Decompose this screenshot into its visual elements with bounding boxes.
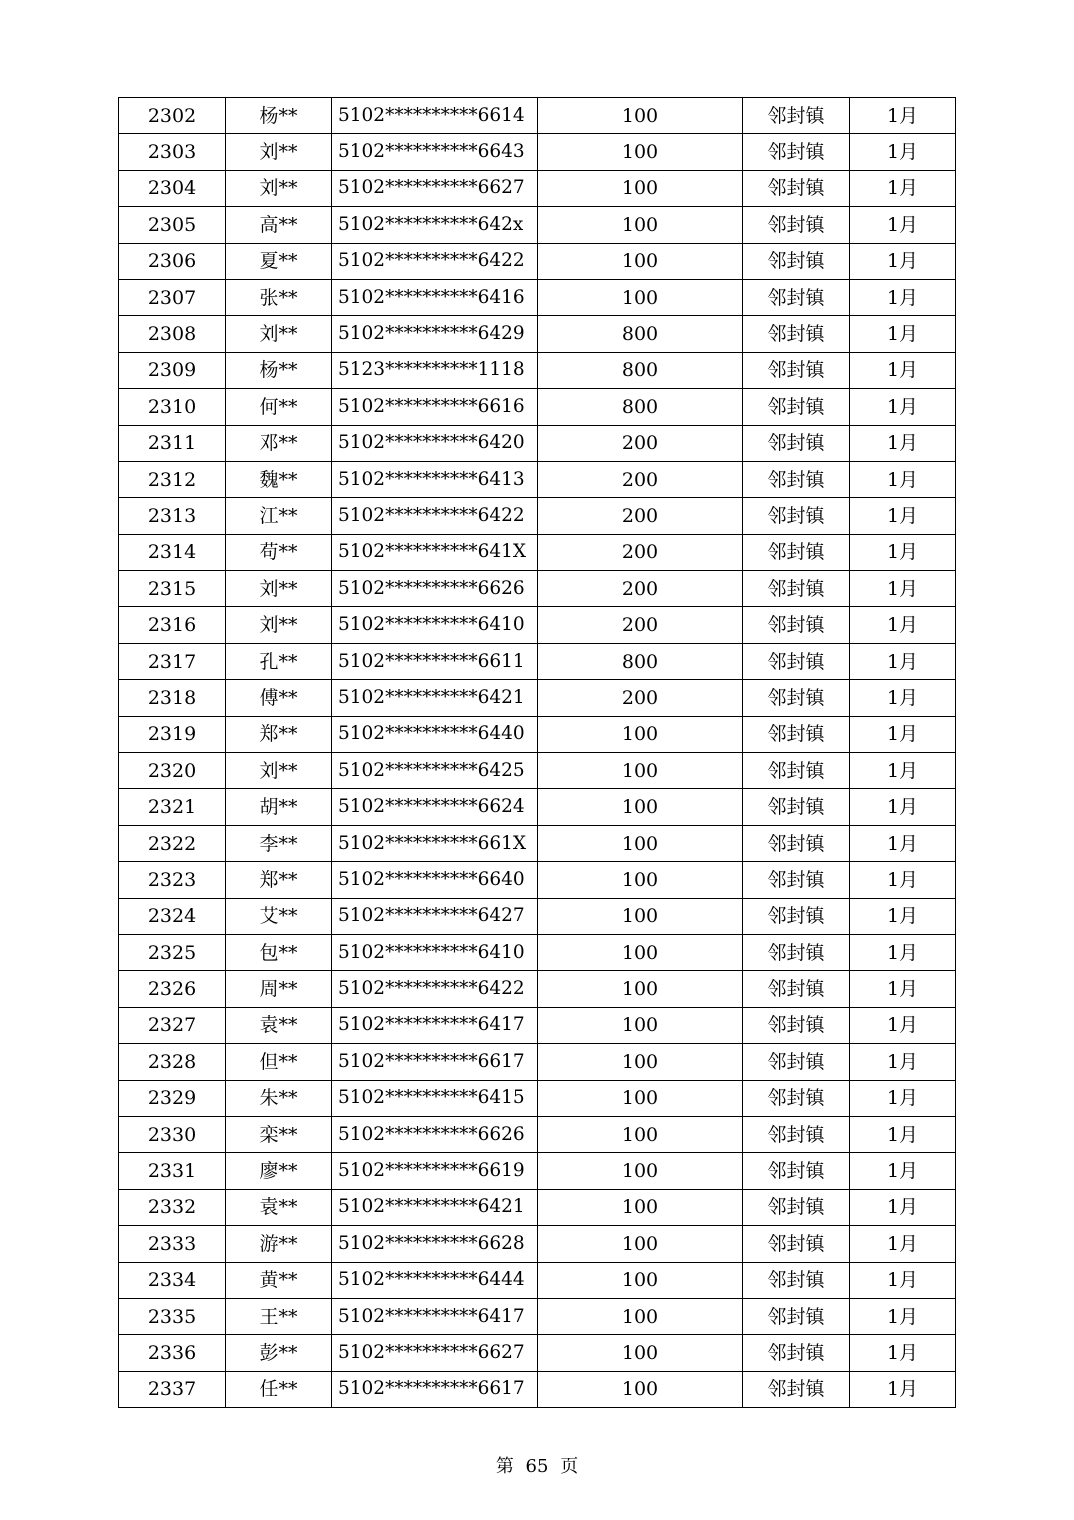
name-cell: 王** <box>226 1298 332 1334</box>
amount-cell: 100 <box>538 1371 743 1407</box>
name-cell: 郑** <box>226 862 332 898</box>
amount-cell: 200 <box>538 607 743 643</box>
name-cell: 苟** <box>226 534 332 570</box>
serial-number-cell: 2303 <box>119 134 226 170</box>
table-row <box>119 207 956 243</box>
id-number-cell: 5102**********641X <box>332 534 538 570</box>
id-number-cell: 5102**********6427 <box>332 898 538 934</box>
name-cell: 栾** <box>226 1116 332 1152</box>
town-cell: 邻封镇 <box>743 1080 850 1116</box>
amount-cell: 100 <box>538 1080 743 1116</box>
town-cell: 邻封镇 <box>743 1189 850 1225</box>
id-number-cell: 5102**********6416 <box>332 279 538 315</box>
serial-number-cell: 2313 <box>119 498 226 534</box>
amount-cell: 200 <box>538 461 743 497</box>
id-number-cell: 5102**********6627 <box>332 170 538 206</box>
name-cell: 刘** <box>226 134 332 170</box>
id-number-cell: 5102**********642x <box>332 207 538 243</box>
month-cell: 1月 <box>850 1116 956 1152</box>
month-cell: 1月 <box>850 170 956 206</box>
table-row <box>119 461 956 497</box>
name-cell: 高** <box>226 207 332 243</box>
amount-cell: 200 <box>538 680 743 716</box>
serial-number-cell: 2316 <box>119 607 226 643</box>
serial-number-cell: 2311 <box>119 425 226 461</box>
town-cell: 邻封镇 <box>743 1153 850 1189</box>
serial-number-cell: 2315 <box>119 571 226 607</box>
name-cell: 魏** <box>226 461 332 497</box>
town-cell: 邻封镇 <box>743 643 850 679</box>
name-cell: 包** <box>226 934 332 970</box>
name-cell: 李** <box>226 825 332 861</box>
id-number-cell: 5102**********6422 <box>332 498 538 534</box>
town-cell: 邻封镇 <box>743 461 850 497</box>
table-row <box>119 680 956 716</box>
id-number-cell: 5102**********6617 <box>332 1044 538 1080</box>
serial-number-cell: 2305 <box>119 207 226 243</box>
town-cell: 邻封镇 <box>743 1262 850 1298</box>
name-cell: 刘** <box>226 753 332 789</box>
month-cell: 1月 <box>850 279 956 315</box>
amount-cell: 100 <box>538 753 743 789</box>
month-cell: 1月 <box>850 1262 956 1298</box>
town-cell: 邻封镇 <box>743 352 850 388</box>
serial-number-cell: 2307 <box>119 279 226 315</box>
month-cell: 1月 <box>850 352 956 388</box>
name-cell: 袁** <box>226 1007 332 1043</box>
amount-cell: 200 <box>538 425 743 461</box>
table-row <box>119 607 956 643</box>
serial-number-cell: 2331 <box>119 1153 226 1189</box>
name-cell: 周** <box>226 971 332 1007</box>
serial-number-cell: 2320 <box>119 753 226 789</box>
town-cell: 邻封镇 <box>743 1371 850 1407</box>
id-number-cell: 5102**********6425 <box>332 753 538 789</box>
month-cell: 1月 <box>850 425 956 461</box>
month-cell: 1月 <box>850 898 956 934</box>
amount-cell: 100 <box>538 1335 743 1371</box>
month-cell: 1月 <box>850 571 956 607</box>
amount-cell: 800 <box>538 643 743 679</box>
serial-number-cell: 2308 <box>119 316 226 352</box>
amount-cell: 100 <box>538 207 743 243</box>
month-cell: 1月 <box>850 1080 956 1116</box>
id-number-cell: 5102**********6444 <box>332 1262 538 1298</box>
amount-cell: 800 <box>538 316 743 352</box>
amount-cell: 100 <box>538 862 743 898</box>
serial-number-cell: 2327 <box>119 1007 226 1043</box>
town-cell: 邻封镇 <box>743 1116 850 1152</box>
amount-cell: 100 <box>538 971 743 1007</box>
town-cell: 邻封镇 <box>743 243 850 279</box>
table-row <box>119 1335 956 1371</box>
id-number-cell: 5102**********661X <box>332 825 538 861</box>
name-cell: 江** <box>226 498 332 534</box>
table-row <box>119 498 956 534</box>
town-cell: 邻封镇 <box>743 498 850 534</box>
table-row <box>119 1189 956 1225</box>
id-number-cell: 5102**********6643 <box>332 134 538 170</box>
table-row <box>119 316 956 352</box>
name-cell: 艾** <box>226 898 332 934</box>
id-number-cell: 5102**********6421 <box>332 680 538 716</box>
id-number-cell: 5102**********6611 <box>332 643 538 679</box>
serial-number-cell: 2314 <box>119 534 226 570</box>
serial-number-cell: 2304 <box>119 170 226 206</box>
town-cell: 邻封镇 <box>743 1007 850 1043</box>
id-number-cell: 5102**********6410 <box>332 607 538 643</box>
serial-number-cell: 2328 <box>119 1044 226 1080</box>
name-cell: 胡** <box>226 789 332 825</box>
town-cell: 邻封镇 <box>743 571 850 607</box>
id-number-cell: 5102**********6417 <box>332 1007 538 1043</box>
id-number-cell: 5102**********6614 <box>332 98 538 134</box>
serial-number-cell: 2322 <box>119 825 226 861</box>
table-row <box>119 389 956 425</box>
amount-cell: 100 <box>538 825 743 861</box>
table-row <box>119 1116 956 1152</box>
month-cell: 1月 <box>850 389 956 425</box>
name-cell: 游** <box>226 1226 332 1262</box>
month-cell: 1月 <box>850 1044 956 1080</box>
month-cell: 1月 <box>850 498 956 534</box>
amount-cell: 100 <box>538 1298 743 1334</box>
serial-number-cell: 2337 <box>119 1371 226 1407</box>
amount-cell: 200 <box>538 534 743 570</box>
amount-cell: 100 <box>538 243 743 279</box>
table-row <box>119 753 956 789</box>
name-cell: 但** <box>226 1044 332 1080</box>
table-row <box>119 352 956 388</box>
amount-cell: 100 <box>538 1116 743 1152</box>
table-row <box>119 98 956 134</box>
town-cell: 邻封镇 <box>743 207 850 243</box>
town-cell: 邻封镇 <box>743 279 850 315</box>
name-cell: 张** <box>226 279 332 315</box>
serial-number-cell: 2324 <box>119 898 226 934</box>
amount-cell: 100 <box>538 1189 743 1225</box>
amount-cell: 100 <box>538 1262 743 1298</box>
name-cell: 刘** <box>226 170 332 206</box>
name-cell: 傅** <box>226 680 332 716</box>
footer-prefix: 第 <box>495 1456 514 1477</box>
town-cell: 邻封镇 <box>743 934 850 970</box>
month-cell: 1月 <box>850 753 956 789</box>
amount-cell: 100 <box>538 789 743 825</box>
table-row <box>119 716 956 752</box>
id-number-cell: 5102**********6421 <box>332 1189 538 1225</box>
table-row <box>119 898 956 934</box>
table-row <box>119 643 956 679</box>
town-cell: 邻封镇 <box>743 862 850 898</box>
table-row <box>119 1298 956 1334</box>
amount-cell: 100 <box>538 716 743 752</box>
name-cell: 刘** <box>226 607 332 643</box>
amount-cell: 100 <box>538 1007 743 1043</box>
table-row <box>119 425 956 461</box>
month-cell: 1月 <box>850 607 956 643</box>
id-number-cell: 5102**********6420 <box>332 425 538 461</box>
id-number-cell: 5102**********6422 <box>332 971 538 1007</box>
table-row <box>119 170 956 206</box>
roster-table-body <box>119 98 956 1408</box>
name-cell: 任** <box>226 1371 332 1407</box>
town-cell: 邻封镇 <box>743 753 850 789</box>
serial-number-cell: 2323 <box>119 862 226 898</box>
month-cell: 1月 <box>850 716 956 752</box>
serial-number-cell: 2335 <box>119 1298 226 1334</box>
amount-cell: 100 <box>538 170 743 206</box>
name-cell: 朱** <box>226 1080 332 1116</box>
name-cell: 黄** <box>226 1262 332 1298</box>
table-row <box>119 1044 956 1080</box>
serial-number-cell: 2329 <box>119 1080 226 1116</box>
serial-number-cell: 2326 <box>119 971 226 1007</box>
month-cell: 1月 <box>850 134 956 170</box>
month-cell: 1月 <box>850 1298 956 1334</box>
amount-cell: 800 <box>538 389 743 425</box>
table-row <box>119 1007 956 1043</box>
table-row <box>119 1371 956 1407</box>
id-number-cell: 5102**********6413 <box>332 461 538 497</box>
amount-cell: 200 <box>538 571 743 607</box>
id-number-cell: 5102**********6422 <box>332 243 538 279</box>
table-row <box>119 1226 956 1262</box>
serial-number-cell: 2306 <box>119 243 226 279</box>
table-row <box>119 862 956 898</box>
id-number-cell: 5102**********6417 <box>332 1298 538 1334</box>
serial-number-cell: 2321 <box>119 789 226 825</box>
town-cell: 邻封镇 <box>743 170 850 206</box>
id-number-cell: 5102**********6440 <box>332 716 538 752</box>
month-cell: 1月 <box>850 1335 956 1371</box>
town-cell: 邻封镇 <box>743 389 850 425</box>
id-number-cell: 5102**********6628 <box>332 1226 538 1262</box>
table-row <box>119 825 956 861</box>
town-cell: 邻封镇 <box>743 316 850 352</box>
table-row <box>119 534 956 570</box>
serial-number-cell: 2317 <box>119 643 226 679</box>
amount-cell: 100 <box>538 898 743 934</box>
month-cell: 1月 <box>850 1189 956 1225</box>
name-cell: 刘** <box>226 571 332 607</box>
town-cell: 邻封镇 <box>743 680 850 716</box>
serial-number-cell: 2302 <box>119 98 226 134</box>
amount-cell: 100 <box>538 1153 743 1189</box>
month-cell: 1月 <box>850 643 956 679</box>
town-cell: 邻封镇 <box>743 789 850 825</box>
serial-number-cell: 2333 <box>119 1226 226 1262</box>
name-cell: 彭** <box>226 1335 332 1371</box>
town-cell: 邻封镇 <box>743 716 850 752</box>
town-cell: 邻封镇 <box>743 134 850 170</box>
month-cell: 1月 <box>850 1153 956 1189</box>
month-cell: 1月 <box>850 98 956 134</box>
name-cell: 袁** <box>226 1189 332 1225</box>
town-cell: 邻封镇 <box>743 98 850 134</box>
month-cell: 1月 <box>850 461 956 497</box>
roster-table <box>118 97 956 1408</box>
name-cell: 夏** <box>226 243 332 279</box>
id-number-cell: 5123**********1118 <box>332 352 538 388</box>
town-cell: 邻封镇 <box>743 607 850 643</box>
serial-number-cell: 2336 <box>119 1335 226 1371</box>
id-number-cell: 5102**********6619 <box>332 1153 538 1189</box>
id-number-cell: 5102**********6616 <box>332 389 538 425</box>
serial-number-cell: 2325 <box>119 934 226 970</box>
table-row <box>119 789 956 825</box>
id-number-cell: 5102**********6626 <box>332 1116 538 1152</box>
footer-suffix: 页 <box>560 1456 579 1477</box>
page-number: 65 <box>525 1456 549 1477</box>
table-row <box>119 1262 956 1298</box>
month-cell: 1月 <box>850 789 956 825</box>
id-number-cell: 5102**********6617 <box>332 1371 538 1407</box>
month-cell: 1月 <box>850 971 956 1007</box>
table-row <box>119 571 956 607</box>
table-row <box>119 243 956 279</box>
amount-cell: 100 <box>538 1044 743 1080</box>
town-cell: 邻封镇 <box>743 1044 850 1080</box>
amount-cell: 100 <box>538 98 743 134</box>
serial-number-cell: 2330 <box>119 1116 226 1152</box>
amount-cell: 200 <box>538 498 743 534</box>
name-cell: 何** <box>226 389 332 425</box>
name-cell: 郑** <box>226 716 332 752</box>
id-number-cell: 5102**********6640 <box>332 862 538 898</box>
name-cell: 刘** <box>226 316 332 352</box>
month-cell: 1月 <box>850 243 956 279</box>
serial-number-cell: 2318 <box>119 680 226 716</box>
month-cell: 1月 <box>850 1226 956 1262</box>
name-cell: 廖** <box>226 1153 332 1189</box>
serial-number-cell: 2332 <box>119 1189 226 1225</box>
month-cell: 1月 <box>850 1371 956 1407</box>
id-number-cell: 5102**********6429 <box>332 316 538 352</box>
table-row <box>119 134 956 170</box>
id-number-cell: 5102**********6415 <box>332 1080 538 1116</box>
town-cell: 邻封镇 <box>743 425 850 461</box>
table-row <box>119 279 956 315</box>
month-cell: 1月 <box>850 825 956 861</box>
amount-cell: 100 <box>538 1226 743 1262</box>
amount-cell: 800 <box>538 352 743 388</box>
serial-number-cell: 2309 <box>119 352 226 388</box>
month-cell: 1月 <box>850 316 956 352</box>
town-cell: 邻封镇 <box>743 825 850 861</box>
id-number-cell: 5102**********6624 <box>332 789 538 825</box>
page-footer <box>0 1456 1074 1478</box>
month-cell: 1月 <box>850 1007 956 1043</box>
id-number-cell: 5102**********6410 <box>332 934 538 970</box>
town-cell: 邻封镇 <box>743 1335 850 1371</box>
town-cell: 邻封镇 <box>743 898 850 934</box>
month-cell: 1月 <box>850 207 956 243</box>
serial-number-cell: 2319 <box>119 716 226 752</box>
table-row <box>119 1153 956 1189</box>
serial-number-cell: 2312 <box>119 461 226 497</box>
month-cell: 1月 <box>850 862 956 898</box>
name-cell: 邓** <box>226 425 332 461</box>
town-cell: 邻封镇 <box>743 971 850 1007</box>
town-cell: 邻封镇 <box>743 1226 850 1262</box>
town-cell: 邻封镇 <box>743 534 850 570</box>
serial-number-cell: 2334 <box>119 1262 226 1298</box>
name-cell: 杨** <box>226 352 332 388</box>
id-number-cell: 5102**********6627 <box>332 1335 538 1371</box>
town-cell: 邻封镇 <box>743 1298 850 1334</box>
name-cell: 杨** <box>226 98 332 134</box>
amount-cell: 100 <box>538 134 743 170</box>
serial-number-cell: 2310 <box>119 389 226 425</box>
name-cell: 孔** <box>226 643 332 679</box>
month-cell: 1月 <box>850 534 956 570</box>
month-cell: 1月 <box>850 934 956 970</box>
amount-cell: 100 <box>538 934 743 970</box>
month-cell: 1月 <box>850 680 956 716</box>
table-row <box>119 934 956 970</box>
id-number-cell: 5102**********6626 <box>332 571 538 607</box>
amount-cell: 100 <box>538 279 743 315</box>
table-row <box>119 971 956 1007</box>
table-row <box>119 1080 956 1116</box>
